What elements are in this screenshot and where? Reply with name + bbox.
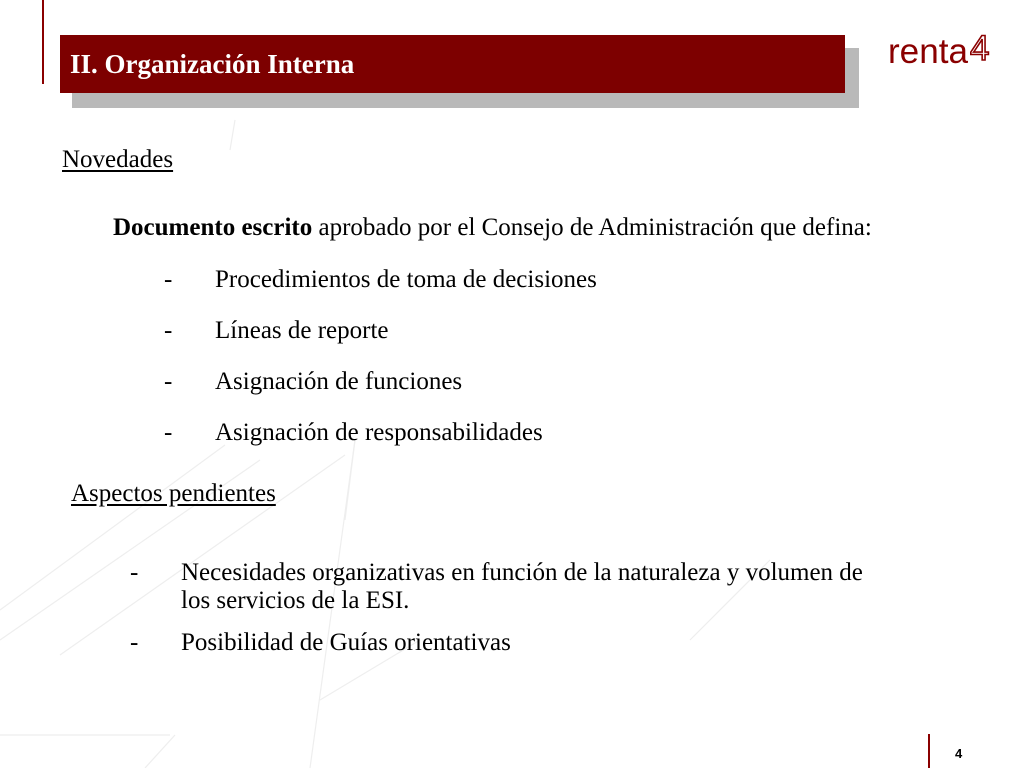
list-item-text-line2: los servicios de la ESI. <box>181 587 410 614</box>
list-item-text: Asignación de funciones <box>215 368 463 395</box>
heading-aspectos-pendientes: Aspectos pendientes <box>71 480 276 507</box>
list-bullet: - <box>130 559 139 586</box>
list-item-text: Procedimientos de toma de decisiones <box>215 266 597 293</box>
bottom-accent-rule <box>928 734 930 768</box>
logo-text: renta <box>888 32 969 70</box>
list-bullet: - <box>130 629 139 656</box>
list-item-text: Posibilidad de Guías orientativas <box>181 629 511 656</box>
list-bullet: - <box>164 317 173 344</box>
list-bullet: - <box>164 419 173 446</box>
lead-rest-text: aprobado por el Consejo de Administración que defina: <box>312 214 872 241</box>
list-item-text: Líneas de reporte <box>215 317 389 344</box>
slide-title: II. Organización Interna <box>70 48 355 79</box>
list-bullet: - <box>164 266 173 293</box>
left-accent-rule <box>42 0 44 84</box>
lead-paragraph <box>113 214 872 242</box>
list-item-text: Asignación de responsabilidades <box>215 419 543 446</box>
lead-bold-text: Documento escrito <box>113 214 313 241</box>
page-number: 4 <box>955 746 963 761</box>
renta4-logo <box>888 30 996 70</box>
heading-novedades: Novedades <box>62 146 174 173</box>
title-bar <box>60 35 845 93</box>
logo-numeral: 4 <box>970 30 990 68</box>
list-bullet: - <box>164 368 173 395</box>
list-item-text-line1: Necesidades organizativas en función de la naturaleza y volumen de <box>181 559 863 586</box>
